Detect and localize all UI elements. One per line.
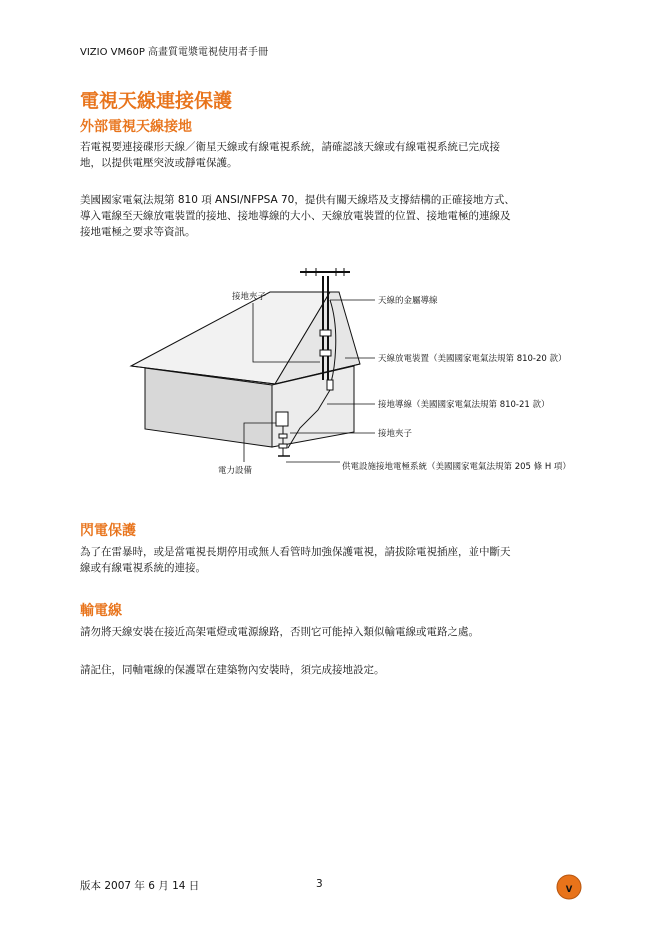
paragraph-line: 為了在雷暴時，或是當電視長期停用或無人看管時加強保護電視，請拔除電視插座，並中斷天 [80,546,511,558]
section-heading-lightning: 閃電保護 [80,523,136,539]
paragraph-line: 地，以提供電壓突波或靜電保護。 [80,157,238,169]
electric-service-box [276,412,288,426]
paragraph-line: 請勿將天線安裝在接近高架電燈或電源線路，否則它可能掉入類似輸電線或電路之處。 [80,626,479,638]
label-grounding-conductors: 接地導線（美國國家電氣法規第 810-21 款） [378,400,550,410]
paragraph-line: 線或有線電視系統的連接。 [80,562,206,574]
paragraph-line: 接地電極之要求等資訊。 [80,226,196,238]
label-ground-clamps: 接地夾子 [378,429,413,439]
section-heading-antenna-grounding: 外部電視天線接地 [80,119,192,135]
section-heading-power-lines: 輸電線 [80,603,122,619]
footer-version-date: 版本 2007 年 6 月 14 日 [80,880,200,892]
label-discharge-unit: 天線放電裝置（美國國家電氣法規第 810-20 款） [378,354,567,364]
vizio-logo [556,874,582,900]
page-title: 電視天線連接保護 [80,90,233,112]
label-ground-clamp-top: 接地夾子 [232,292,267,302]
label-power-grounding: 供電設施接地電極系統（美國國家電氣法規第 205 條 H 項） [342,462,571,472]
document-header: VIZIO VM60P 高畫質電漿電視使用者手冊 [80,47,269,58]
label-lead-in-wire: 天線的金屬導線 [378,296,438,306]
paragraph-lightning [80,544,590,576]
paragraph-line: 美國國家電氣法規第 810 項 ANSI/NFPSA 70，提供有關天線塔及支撐結構的正確接地方式、 [80,194,515,206]
paragraph-line: 請記住，同軸電線的保護罩在建築物內安裝時，須完成接地設定。 [80,664,385,676]
page-number: 3 [316,878,323,890]
label-electric-service: 電力設備 [218,466,253,476]
mast-clamp [320,330,331,336]
paragraph-line: 若電視要連接碟形天線／衛星天線或有線電視系統，請確認該天線或有線電視系統已完成接 [80,141,500,153]
discharge-unit-box [327,380,333,390]
paragraph-power-lines [80,624,590,640]
logo-letter: V [565,885,573,895]
paragraph-coax-grounding [80,662,590,678]
paragraph-line: 導入電線至天線放電裝置的接地、接地導線的大小、天線放電裝置的位置、接地電極的連線及 [80,210,511,222]
